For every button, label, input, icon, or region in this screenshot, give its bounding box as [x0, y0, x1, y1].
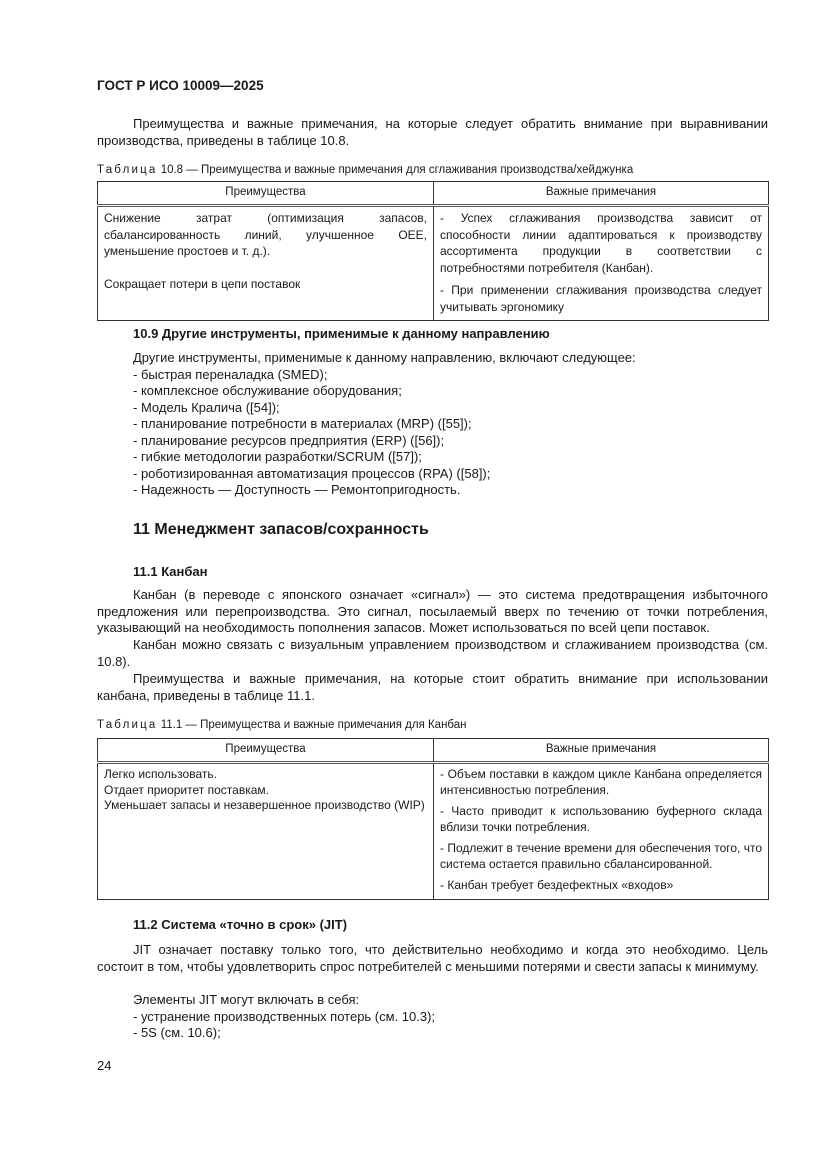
note-item: - Объем поставки в каждом цикле Канбана определяется интенсивностью потребления.	[440, 767, 762, 797]
intro-paragraph-10-8: Преимущества и важные примечания, на которые следует обратить внимание при выравнивании производства, приведены в таблице 10.8.	[97, 116, 768, 148]
advantage-item: Уменьшает запасы и незавершенное производство (WIP)	[104, 798, 425, 812]
document-code: ГОСТ Р ИСО 10009—2025	[97, 78, 264, 93]
section-11-heading: 11 Менеджмент запасов/сохранность	[133, 521, 429, 538]
column-header-advantages: Преимущества	[98, 739, 434, 763]
note-item: - Подлежит в течение времени для обеспечения того, что система остается правильно сбалансированной.	[440, 841, 762, 871]
advantage-item: Отдает приоритет поставкам.	[104, 782, 269, 797]
section-11-1-heading: 11.1 Канбан	[133, 564, 208, 579]
list-item: - 5S (см. 10.6);	[133, 1025, 221, 1040]
caption-text: 11.1 — Преимущества и важные примечания для Канбан	[157, 719, 467, 731]
section-11-1-paragraph-2: Канбан можно связать с визуальным управлением производством и сглаживанием производства (см. 10.8).	[97, 637, 768, 669]
note-item: - Часто приводит к использованию буферного склада вблизи точки потребления.	[440, 804, 762, 834]
list-item: - устранение производственных потерь (см. 10.3);	[133, 1008, 436, 1024]
column-header-notes: Важные примечания	[434, 739, 769, 763]
advantages-cell	[98, 206, 434, 321]
list-item: - Надежность — Доступность — Ремонтопригодность.	[133, 482, 461, 497]
list-item: - быстрая переналадка (SMED);	[133, 366, 328, 382]
column-header-notes: Важные примечания	[434, 182, 769, 206]
note-item: - Успех сглаживания производства зависит от способности линии адаптироваться к производству ассортимента продукции в соответствии с потребностями потребителя (Канбан).	[440, 211, 762, 275]
page-number: 24	[97, 1058, 112, 1073]
note-item: - Канбан требует бездефектных «входов»	[440, 878, 674, 892]
caption-prefix: Таблица	[97, 164, 158, 176]
table-row	[98, 206, 769, 321]
section-11-1-paragraph-1: Канбан (в переводе с японского означает «сигнал») — это система предотвращения избыточного предложения или перепроизводства. Это сигнал, посылаемый вверх по течению от точки потребления, указывающий на необходимость пополнения запасов. Может использоваться по всей цепи поставок.	[97, 587, 768, 635]
list-item: - гибкие методологии разработки/SCRUM ([57]);	[133, 449, 422, 464]
list-item: - комплексное обслуживание оборудования;	[133, 383, 402, 398]
table-header-row	[98, 182, 769, 206]
notes-cell	[434, 206, 769, 321]
section-10-9-heading: 10.9 Другие инструменты, применимые к данному направлению	[133, 326, 550, 341]
section-11-2-list	[133, 992, 435, 1042]
table-header-row	[98, 739, 769, 763]
table-11-1-caption	[97, 717, 467, 734]
table-11-1	[97, 738, 769, 900]
list-lead: Элементы JIT могут включать в себя:	[133, 992, 360, 1007]
list-item: - планирование потребности в материалах (MRP) ([55]);	[133, 416, 472, 431]
advantages-cell	[98, 763, 434, 900]
section-11-1-paragraph-3: Преимущества и важные примечания, на которые стоит обратить внимание при использовании канбана, приведены в таблице 11.1.	[97, 671, 768, 703]
caption-prefix: Таблица	[97, 719, 158, 731]
list-item: - роботизированная автоматизация процессов (RPA) ([58]);	[133, 465, 491, 481]
advantage-item: Легко использовать.	[104, 767, 217, 781]
list-item: - Модель Кралича ([54]);	[133, 399, 280, 415]
table-10-8-caption	[97, 162, 633, 179]
note-item: - При применении сглаживания производства следует учитывать эргономику	[440, 283, 762, 314]
section-10-9-list	[133, 350, 636, 499]
list-item: - планирование ресурсов предприятия (ERP) ([56]);	[133, 432, 445, 448]
notes-cell	[434, 763, 769, 900]
column-header-advantages: Преимущества	[98, 182, 434, 206]
list-lead: Другие инструменты, применимые к данному направлению, включают следующее:	[133, 350, 636, 365]
section-11-2-paragraph-1: JIT означает поставку только того, что действительно необходимо и когда это необходимо. Цель состоит в том, чтобы удовлетворить спрос потребителей с меньшими потерями и свести запасы к минимуму.	[97, 942, 768, 974]
caption-text: 10.8 — Преимущества и важные примечания для сглаживания производства/хейджунка	[157, 164, 634, 176]
advantage-item: Снижение затрат (оптимизация запасов, сбалансированность линий, улучшенное OEE, уменьшение простоев и т. д.).	[104, 211, 427, 258]
table-10-8	[97, 181, 769, 321]
section-11-2-heading: 11.2 Система «точно в срок» (JIT)	[133, 917, 348, 932]
advantage-item: Сокращает потери в цепи поставок	[104, 276, 301, 291]
table-row	[98, 763, 769, 900]
